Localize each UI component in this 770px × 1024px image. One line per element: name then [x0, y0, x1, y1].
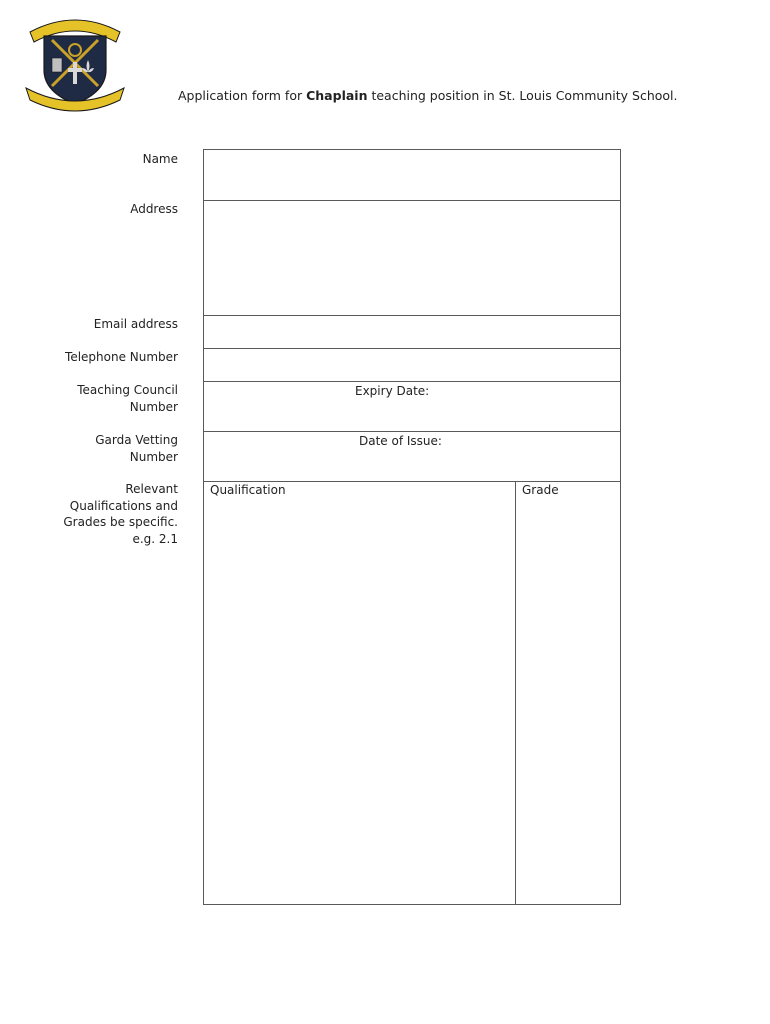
school-crest-icon [22, 10, 128, 114]
grade-header: Grade [522, 483, 559, 497]
page-title [178, 88, 738, 104]
qualifications-label: Relevant Qualifications and Grades be specific. e.g. 2.1 [63, 482, 178, 546]
email-field[interactable] [204, 316, 621, 348]
date-of-issue-label: Date of Issue: [359, 434, 442, 448]
address-label: Address [130, 202, 178, 216]
email-label: Email address [93, 317, 178, 331]
expiry-date-label: Expiry Date: [355, 384, 430, 398]
qualification-header: Qualification [210, 483, 286, 497]
address-field[interactable] [204, 201, 621, 315]
telephone-label: Telephone Number [65, 350, 178, 364]
garda-vetting-field[interactable] [204, 432, 621, 481]
telephone-field[interactable] [204, 349, 621, 381]
name-field[interactable] [204, 150, 621, 200]
grade-column[interactable] [516, 482, 621, 905]
title-suffix: teaching position in St. Louis Community School. [367, 88, 678, 103]
teaching-council-label: Teaching Council Number [77, 383, 178, 414]
garda-vetting-label: Garda Vetting Number [95, 433, 178, 464]
title-emphasis: Chaplain [306, 88, 368, 103]
title-prefix: Application form for [178, 88, 307, 103]
qualification-column[interactable] [204, 482, 515, 905]
application-form-table [203, 149, 621, 905]
name-label: Name [142, 152, 178, 166]
teaching-council-field[interactable] [204, 382, 621, 431]
